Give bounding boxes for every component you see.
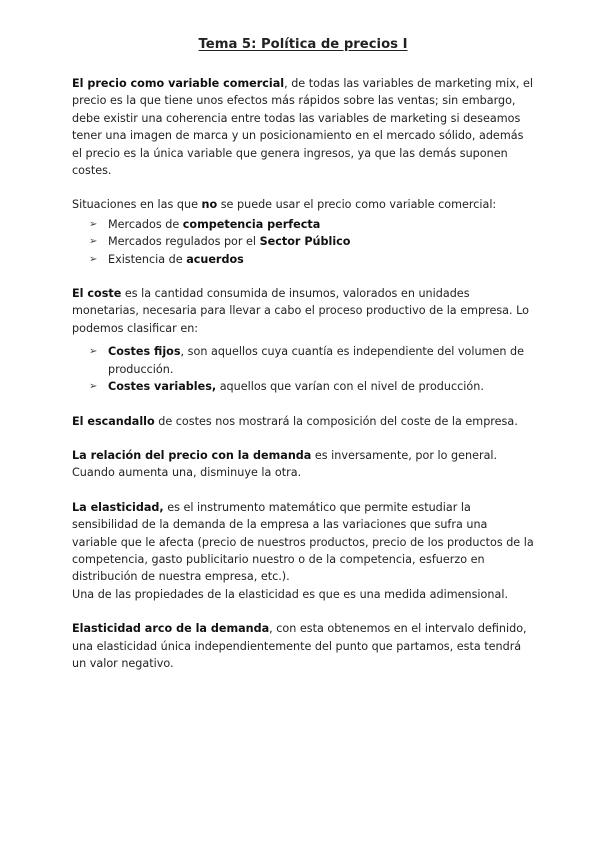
list-item: ➢ Existencia de acuerdos xyxy=(72,251,534,268)
list-item: ➢ Costes variables, aquellos que varían con el nivel de producción. xyxy=(72,378,534,395)
list-item: ➢ Mercados de competencia perfecta xyxy=(72,216,534,233)
page-title: Tema 5: Política de precios I xyxy=(198,37,408,52)
paragraph-coste: El coste es la cantidad consumida de insumos, valorados en unidades monetarias, necesaria para llevar a cabo el proceso productivo de la empresa. Lo podemos clasificar en: xyxy=(72,287,530,335)
paragraph-elasticidad-propiedad: Una de las propiedades de la elasticidad es que es una medida adimensional. xyxy=(72,587,508,601)
arrow-bullet-icon: ➢ xyxy=(89,381,98,393)
list-situaciones xyxy=(72,216,534,268)
list-costes xyxy=(72,343,534,395)
paragraph-elasticidad: La elasticidad, es el instrumento matemático que permite estudiar la sensibilidad de la demanda de la empresa a las variaciones que sufra una variable que le afecta (precio de nuestros productos, precio de los productos de la competencia, gasto publicitario nuestro o de la competencia, esfuerzo en distribución de nuestra empresa, etc.). xyxy=(72,500,534,584)
paragraph-escandallo: El escandallo de costes nos mostrará la composición del coste de la empresa. xyxy=(72,414,518,428)
paragraph-situaciones: Situaciones en las que no se puede usar el precio como variable comercial: xyxy=(72,198,497,212)
arrow-bullet-icon: ➢ xyxy=(89,346,98,358)
arrow-bullet-icon: ➢ xyxy=(89,218,98,230)
arrow-bullet-icon: ➢ xyxy=(89,236,98,248)
paragraph-elasticidad-arco: Elasticidad arco de la demanda, con esta obtenemos en el intervalo definido, una elasticidad única independientemente del punto que partamos, esta tendrá un valor negativo. xyxy=(72,622,527,670)
arrow-bullet-icon: ➢ xyxy=(89,253,98,265)
list-item: ➢ Costes fijos, son aquellos cuya cuantía es independiente del volumen de producción. xyxy=(89,345,524,376)
paragraph-precio-variable-comercial: El precio como variable comercial, de todas las variables de marketing mix, el precio es la que tiene unos efectos más rápidos sobre las ventas; sin embargo, debe existir una coherencia entre todas las variables de marketing si deseamos tener una imagen de marca y un posicionamiento en el mercado sólido, además el precio es la única variable que genera ingresos, ya que las demás suponen costes. xyxy=(72,77,534,178)
document-page xyxy=(72,36,534,672)
paragraph-relacion-demanda: La relación del precio con la demanda es inversamente, por lo general. Cuando aumenta una, disminuye la otra. xyxy=(72,448,498,480)
list-item: ➢ Mercados regulados por el Sector Público xyxy=(72,233,534,250)
